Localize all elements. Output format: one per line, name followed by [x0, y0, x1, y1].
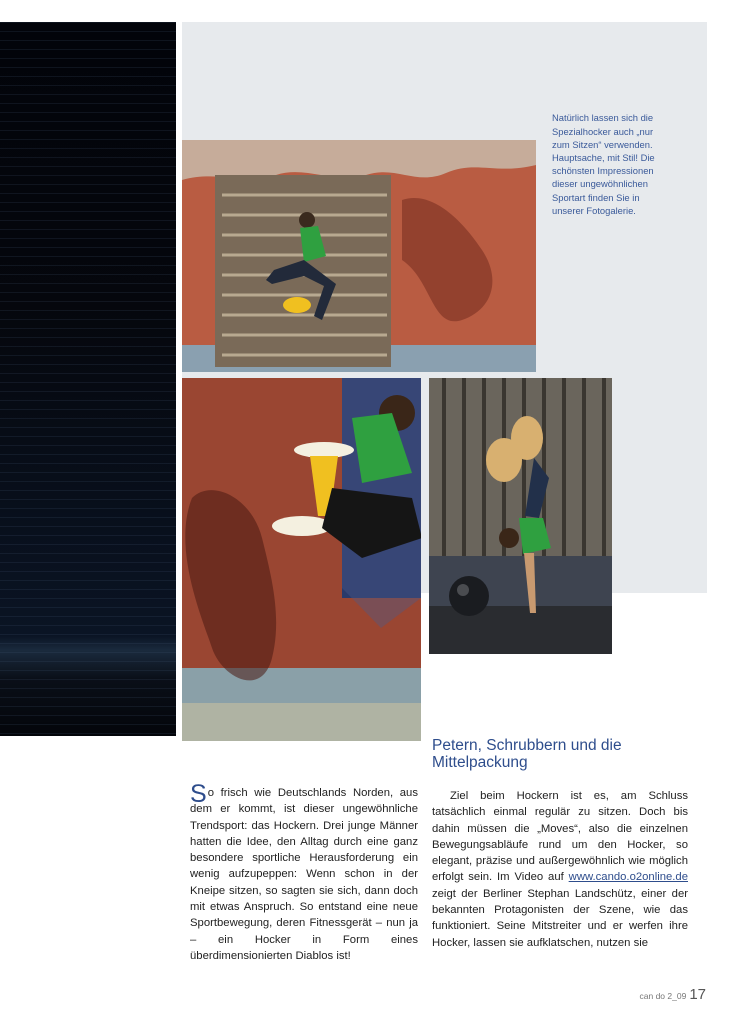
article-column-2: [432, 788, 688, 951]
website-link[interactable]: www.cando.o2online.de: [568, 871, 688, 884]
drop-cap: S: [190, 780, 207, 808]
photo-caption: Natürlich lassen sich die Spezialhocker auch „nur zum Sitzen“ verwenden. Hauptsache, mit Stil! Die schönsten Impressionen dieser ungewöhnlichen Sportart finden Sie in unserer Fotogalerie.: [552, 112, 655, 216]
photo-jump-wall: [182, 140, 536, 372]
article-column-1: [190, 780, 418, 964]
page-footer: [640, 986, 706, 1004]
column-1-text: o frisch wie Deutschlands Norden, aus dem er kommt, ist dieser ungewöhnliche Trendsport: das Hockern. Drei junge Männer hatten die Idee, den Alltag durch eine ganz besondere sportliche Herausforderung ein wenig aufzupeppen: Wenn schon in der Kneipe sitzen, so sagten sie sich, dann doch mit etwas Anspruch. So entstand eine neue Sportbewegung, deren Fitnessgerät – nun ja – ein Hocker in Form eines überdimensionierten Diablos ist!: [190, 787, 418, 962]
photo-handstand: [429, 378, 612, 654]
column-2-text-end: zeigt der Berliner Stephan Landschütz, einer der bekannten Protagonisten der Szene, wie das funktioniert. Seine Mitstreiter und er werfen ihre Hocker, lassen sie aufklatschen, nutzen sie: [432, 887, 688, 949]
page-number: 17: [689, 986, 706, 1003]
dark-image-strip: [0, 22, 176, 736]
column-2-text-start: Ziel beim Hockern ist es, am Schluss tatsächlich einmal regulär zu sitzen. Doch bis dahin müssen die „Moves“, also die einzelnen Bewegungsabläufe rund um den Hocker, so elegant, präzise und außergewöhnlich wie möglich erfolgt sein. Im Video auf: [432, 790, 688, 884]
photo-hocker-closeup: [182, 378, 421, 741]
issue-label: can do 2_09: [639, 991, 687, 1001]
article-subheading: Petern, Schrubbern und die Mittelpackung: [432, 737, 622, 771]
